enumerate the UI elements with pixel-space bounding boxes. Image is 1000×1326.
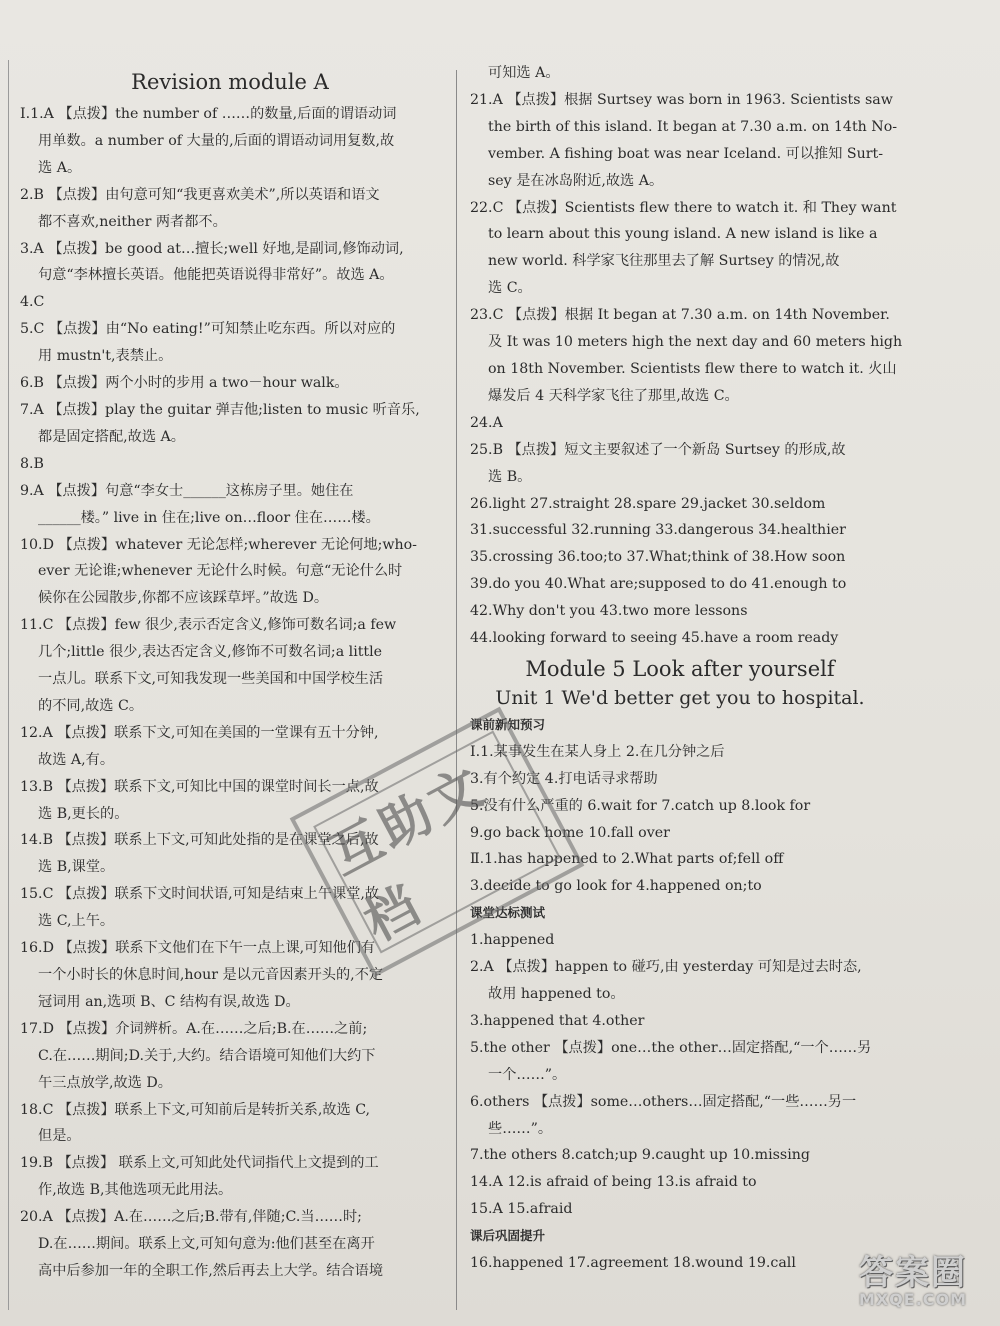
answer-line: 冠词用 an,选项 B、C 结构有误,故选 D。: [38, 993, 300, 1010]
answer-line: 10.D 【点拨】whatever 无论怎样;wherever 无论何地;who-: [20, 536, 417, 553]
answer-line: 3.happened that 4.other: [470, 1012, 645, 1029]
answer-line: 2.A 【点拨】happen to 碰巧,由 yesterday 可知是过去时态,: [470, 959, 862, 976]
answer-line: 候你在公园散步,你都不应该踩草坪。”故选 D。: [38, 590, 329, 607]
answer-line: 23.C 【点拨】根据 It began at 7.30 a.m. on 14th November.: [470, 307, 890, 324]
answer-line: 一个小时长的休息时间,hour 是以元音因素开头的,不定: [38, 967, 384, 983]
answer-line: 句意“李林擅长英语。他能把英语说得非常好”。故选 A。: [38, 267, 394, 284]
section-consolidate-heading: 课后巩固提升: [470, 1228, 546, 1244]
answer-line: 选 C。: [488, 280, 532, 297]
answer-line: sey 是在冰岛附近,故选 A。: [488, 172, 664, 189]
answer-line: 18.C 【点拨】联系上下文,可知前后是转折关系,故选 C,: [20, 1101, 371, 1118]
answer-line: ______楼。” live in 住在;live on…floor 住在……楼。: [38, 509, 380, 526]
answer-line: 一点儿。联系下文,可知我发现一些美国和中国学校生活: [38, 671, 384, 688]
answer-line: 4.C: [20, 294, 45, 311]
answer-line: to learn about this young island. A new island is like a: [488, 226, 878, 243]
module-title: Module 5 Look after yourself: [525, 656, 835, 681]
answer-line: 21.A 【点拨】根据 Surtsey was born in 1963. Scientists saw: [470, 91, 893, 108]
answer-line: 17.D 【点拨】介词辨析。A.在……之后;B.在……之前;: [20, 1020, 368, 1037]
answer-line: 5.C 【点拨】由“No eating!”可知禁止吃东西。所以对应的: [20, 321, 396, 338]
answer-line: ever 无论谁;whenever 无论什么时候。句意“无论什么时: [38, 563, 403, 580]
answer-line: 14.B 【点拨】联系上下文,可知此处指的是在课堂之后,故: [20, 832, 379, 849]
answer-line: new world. 科学家飞往那里去了解 Surtsey 的情况,故: [488, 253, 840, 270]
answer-line: 用 mustn't,表禁止。: [38, 348, 173, 365]
answer-line: 可知选 A。: [488, 65, 560, 81]
answer-line: 6.others 【点拨】some…others…固定搭配,“一些……另一: [470, 1093, 857, 1110]
answer-line: 16.happened 17.agreement 18.wound 19.call: [470, 1255, 796, 1272]
answer-line: 些……”。: [488, 1120, 553, 1137]
answer-line: 3.A 【点拨】be good at…擅长;well 好地,是副词,修饰动词,: [20, 240, 404, 257]
right-answer-lines-last: [470, 1250, 890, 1277]
answer-line: 44.looking forward to seeing 45.have a room ready: [470, 630, 839, 647]
answer-line: 一个……”。: [488, 1066, 567, 1083]
answer-line: 39.do you 40.What are;supposed to do 41.enough to: [470, 576, 847, 593]
left-column: [20, 0, 440, 1285]
answer-line: 2.B 【点拨】由句意可知“我更喜欢美术”,所以英语和语文: [20, 186, 380, 203]
answer-line: 14.A 12.is afraid of being 13.is afraid to: [470, 1174, 757, 1191]
answer-line: 13.B 【点拨】联系下文,可知比中国的课堂时间长一点,故: [20, 778, 379, 795]
answer-line: 高中后参加一年的全职工作,然后再去上大学。结合语境: [38, 1262, 384, 1279]
answer-line: 故用 happened to。: [488, 986, 625, 1002]
unit-title: Unit 1 We'd better get you to hospital.: [495, 686, 865, 709]
answer-line: vember. A fishing boat was near Iceland. 可以推知 Surt-: [488, 145, 884, 162]
revision-title: Revision module A: [131, 70, 329, 94]
left-margin-rule: [8, 60, 9, 1310]
answer-line: 42.Why don't you 43.two more lessons: [470, 603, 748, 620]
answer-line: 作,故选 B,其他选项无此用法。: [38, 1182, 233, 1199]
answer-line: 选 B。: [488, 468, 532, 485]
answer-line: 故选 A,有。: [38, 751, 115, 768]
watermark-logo-text: 答案圈: [859, 1253, 967, 1293]
answer-line: 16.D 【点拨】联系下文他们在下午一点上课,可知他们有: [20, 940, 376, 957]
answer-line: 19.B 【点拨】 联系上文,可知此处代词指代上文提到的工: [20, 1155, 379, 1172]
answer-line: the birth of this island. It began at 7.30 a.m. on 14th No-: [488, 118, 898, 135]
answer-line: 20.A 【点拨】A.在……之后;B.带有,伴随;C.当……时;: [20, 1209, 362, 1226]
answer-line: 8.B: [20, 455, 44, 472]
answer-line: 6.B 【点拨】两个小时的步用 a two－hour walk。: [20, 375, 349, 392]
site-watermark: [838, 1253, 988, 1312]
answer-line: 3.decide to go look for 4.happened on;to: [470, 878, 762, 895]
answer-line: 选 A。: [38, 159, 82, 176]
section-class-test-heading: 课堂达标测试: [470, 905, 546, 921]
answer-line: 但是。: [38, 1128, 81, 1145]
answer-line: on 18th November. Scientists flew there to watch it. 火山: [488, 360, 897, 377]
answer-line: 5.没有什么严重的 6.wait for 7.catch up 8.look for: [470, 797, 811, 814]
answer-line: 12.A 【点拨】联系下文,可知在美国的一堂课有五十分钟,: [20, 724, 379, 741]
answer-line: 爆发后 4 天科学家飞往了那里,故选 C。: [488, 387, 739, 404]
answer-line: 11.C 【点拨】few 很少,表示否定含义,修饰可数名词;a few: [20, 617, 397, 634]
answer-line: 31.successful 32.running 33.dangerous 34.healthier: [470, 522, 846, 539]
answer-line: Ⅰ.1.某事发生在某人身上 2.在几分钟之后: [470, 743, 725, 760]
answer-line: D.在……期间。联系上文,可知句意为:他们甚至在离开: [38, 1236, 375, 1253]
column-divider: [456, 70, 457, 1310]
watermark-domain: MXQE.COM: [858, 1290, 968, 1309]
answer-line: 15.C 【点拨】联系下文时间状语,可知是结束上午课堂,故: [20, 886, 380, 903]
answer-line: 几个;little 很少,表达否定含义,修饰不可数名词;a little: [38, 644, 383, 661]
answer-line: 7.A 【点拨】play the guitar 弹吉他;listen to music 听音乐,: [20, 401, 420, 418]
answer-line: Ⅱ.1.has happened to 2.What parts of;fell off: [470, 851, 784, 868]
answer-line: 9.go back home 10.fall over: [470, 824, 670, 841]
answer-line: 9.A 【点拨】句意“李女士______这栋房子里。她住在: [20, 482, 354, 499]
answer-line: C.在……期间;D.关于,大约。结合语境可知他们大约下: [38, 1047, 376, 1064]
answer-line: 15.A 15.afraid: [470, 1201, 573, 1218]
section-preview-heading: 课前新知预习: [470, 716, 546, 732]
right-answer-lines-bottom: [470, 927, 890, 1223]
answer-line: 及 It was 10 meters high the next day and 60 meters high: [488, 334, 903, 351]
answer-line: 选 C,上午。: [38, 913, 115, 930]
stamp-text: 互助文档: [313, 731, 561, 954]
answer-line: 5.the other 【点拨】one…the other…固定搭配,“一个……另: [470, 1039, 872, 1056]
right-column: [470, 0, 903, 1277]
answer-line: 22.C 【点拨】Scientists flew there to watch it. 和 They want: [470, 199, 897, 216]
answer-line: 7.the others 8.catch;up 9.caught up 10.missing: [470, 1147, 810, 1164]
left-answer-lines: [20, 101, 440, 1285]
answer-line: 35.crossing 36.too;to 37.What;think of 38.How soon: [470, 549, 846, 566]
answer-line: 25.B 【点拨】短文主要叙述了一个新岛 Surtsey 的形成,故: [470, 441, 846, 458]
answer-line: Ⅰ.1.A 【点拨】the number of ……的数量,后面的谓语动词: [20, 106, 397, 122]
answer-line: 26.light 27.straight 28.spare 29.jacket 30.seldom: [470, 495, 826, 512]
answer-line: 选 B,更长的。: [38, 805, 129, 822]
answer-line: 的不同,故选 C。: [38, 697, 144, 714]
answer-line: 24.A: [470, 414, 503, 431]
answer-line: 午三点放学,故选 D。: [38, 1074, 172, 1091]
answer-line: 都是固定搭配,故选 A。: [38, 428, 185, 445]
right-answer-lines-top: [470, 0, 903, 652]
answer-line: 3.有个约定 4.打电话寻求帮助: [470, 770, 658, 787]
answer-line: 都不喜欢,neither 两者都不。: [38, 213, 227, 230]
answer-line: 1.happened: [470, 932, 555, 949]
answer-line: 用单数。a number of 大量的,后面的谓语动词用复数,故: [38, 132, 395, 149]
answer-line: 选 B,课堂。: [38, 859, 115, 876]
